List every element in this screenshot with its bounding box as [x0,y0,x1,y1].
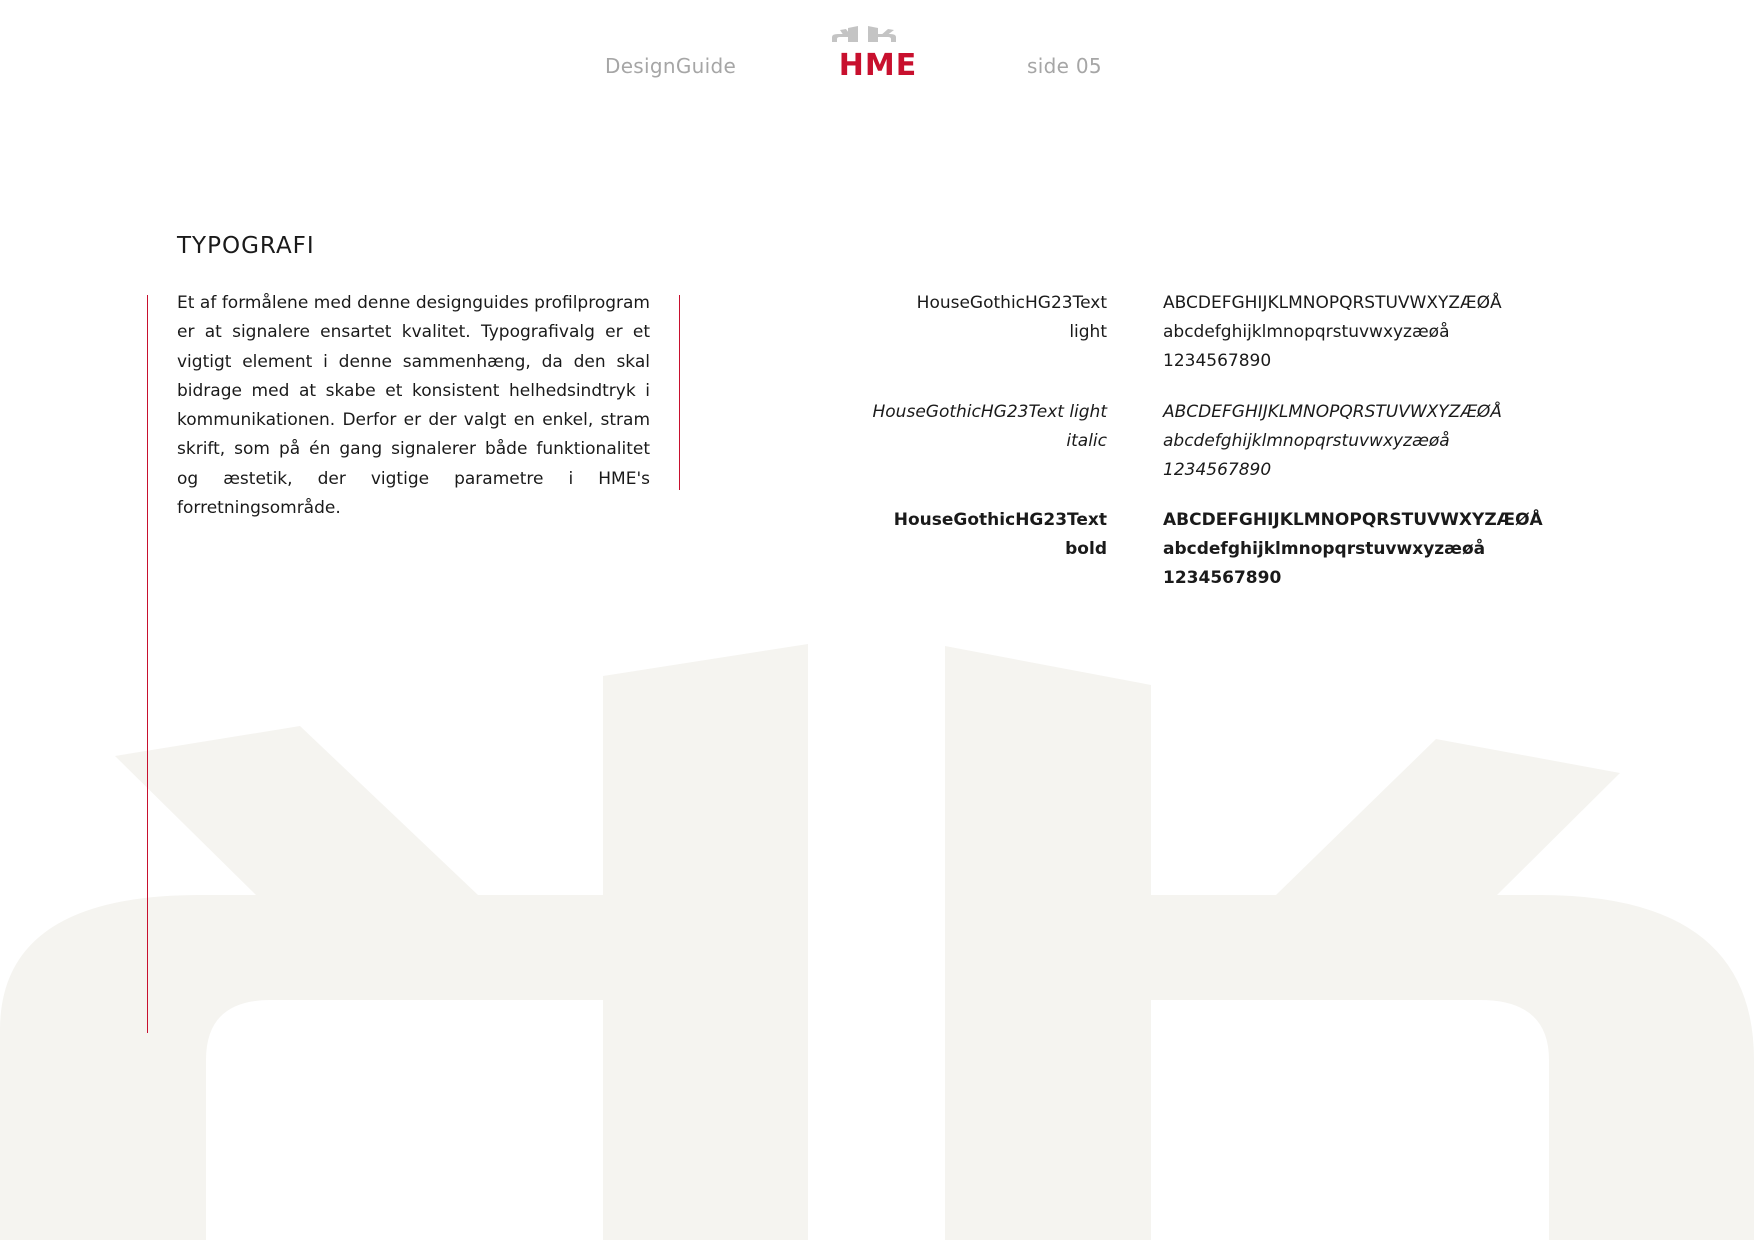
watermark-left-post [603,644,808,1240]
intro-paragraph: Et af formålene med denne designguides profilprogram er at signalere ensartet kvalitet. Typografivalg er et vigtigt element i denne sammenhæng, da den skal bidrage med at skabe et konsistent helhedsindtryk i kommunikationen. Derfor er der valgt en enkel, stram skrift, som på én gang signalerer både funktionalitet og æstetik, der vigtige parametre i HME's forretningsområde. [177,293,650,519]
logo-wordmark: HME [838,48,918,80]
font-samples [1163,506,1543,593]
left-accent-rule [147,295,148,1033]
font-name [820,289,1107,347]
lowercase-sample: abcdefghijklmnopqrstuvwxyzæøå [1163,539,1486,559]
header-guide-label: DesignGuide [605,54,737,78]
digits-sample: 1234567890 [1163,568,1282,588]
hme-logo [818,22,938,80]
font-samples [1163,289,1502,376]
watermark-right-bowl [1151,895,1754,1240]
font-name [820,506,1107,564]
watermark-right-post [945,646,1151,1240]
digits-sample: 1234567890 [1163,351,1272,371]
font-name-line2: bold [1065,539,1107,559]
lowercase-sample: abcdefghijklmnopqrstuvwxyzæøå [1163,322,1450,342]
font-name-line1: HouseGothicHG23Text [916,293,1107,313]
uppercase-sample: ABCDEFGHIJKLMNOPQRSTUVWXYZÆØÅ [1163,402,1502,422]
right-accent-rule [679,295,680,490]
header-page-label: side 05 [1027,54,1102,78]
font-name [820,398,1107,456]
font-name-line1: HouseGothicHG23Text [893,510,1107,530]
watermark-left-bowl [0,895,603,1240]
watermark-left-arm [115,726,478,895]
uppercase-sample: ABCDEFGHIJKLMNOPQRSTUVWXYZÆØÅ [1163,293,1502,313]
font-name-line2: italic [1066,431,1107,451]
watermark-right-arm [1276,739,1620,895]
section-title: TYPOGRAFI [177,233,315,259]
digits-sample: 1234567890 [1163,460,1272,480]
font-name-line2: light [1069,322,1107,342]
lowercase-sample: abcdefghijklmnopqrstuvwxyzæøå [1163,431,1450,451]
font-samples [1163,398,1502,485]
logo-hk-mark [832,26,896,42]
uppercase-sample: ABCDEFGHIJKLMNOPQRSTUVWXYZÆØÅ [1163,510,1543,530]
font-name-line1: HouseGothicHG23Text light [872,402,1107,422]
